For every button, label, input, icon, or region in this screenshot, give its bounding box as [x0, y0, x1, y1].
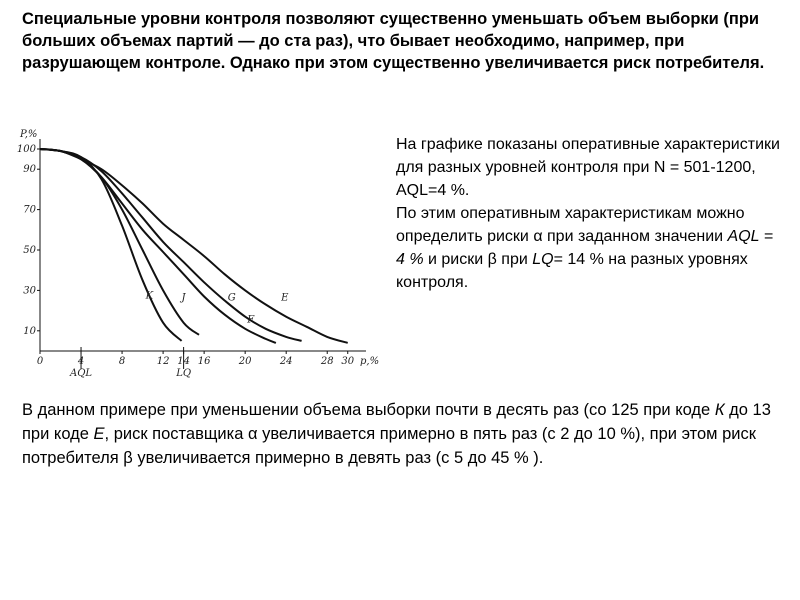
- curve-k: [40, 149, 182, 341]
- curve-label-k: K: [145, 290, 154, 302]
- curve-label-e: E: [281, 292, 289, 304]
- side-paragraph-2a: По этим оперативным характеристикам можно определить риски α при заданном значении: [396, 205, 745, 245]
- conclusion-code-k: К: [714, 401, 725, 419]
- oc-chart: [8, 125, 388, 385]
- curve-f: [40, 149, 302, 341]
- x-tick-label: 28: [320, 356, 334, 367]
- curve-label-g: G: [227, 292, 236, 304]
- x-tick-label: 14: [177, 356, 190, 367]
- x-tick-label: 24: [279, 356, 293, 367]
- side-lq-label: LQ: [532, 251, 554, 268]
- side-paragraph: [396, 133, 781, 294]
- x-tick-label: 4: [77, 356, 85, 367]
- conclusion-a: В данном примере при уменьшении объема выборки почти в десять раз (со 125 при коде: [22, 401, 715, 419]
- conclusion-paragraph: [22, 398, 782, 470]
- x-marker-label: LQ: [176, 368, 192, 379]
- curve-label-j: J: [181, 292, 186, 304]
- chart-curves: [40, 149, 348, 343]
- conclusion-b: до 13 при коде: [22, 401, 771, 443]
- curve-label-f: F: [247, 314, 255, 326]
- chart-ticks: [17, 144, 355, 379]
- x-tick-label: 20: [238, 356, 252, 367]
- x-marker-label: AQL: [70, 368, 93, 379]
- y-tick-label: 90: [23, 164, 36, 176]
- intro-paragraph: Специальные уровни контроля позволяют существенно уменьшать объем выборки (при больших объемах партий — до ста раз), что бывает необходимо, например, при разрушающем контроле. Однако при этом существенно увеличивается риск потребителя.: [22, 10, 765, 72]
- curve-e: [40, 149, 348, 343]
- x-tick-label: 0: [36, 356, 44, 367]
- curve-j: [40, 149, 199, 335]
- x-tick-label: 16: [197, 356, 211, 367]
- y-tick-label: 50: [23, 245, 36, 256]
- x-tick-label: 8: [118, 356, 126, 367]
- x-axis-title: p,%: [360, 356, 380, 367]
- side-paragraph-1: На графике показаны оперативные характеристики для разных уровней контроля при N = 501-1200, AQL=4 %.: [396, 136, 780, 199]
- y-tick-label: 70: [23, 204, 36, 216]
- side-paragraph-2b: и риски β при: [423, 251, 533, 268]
- conclusion-code-e: Е: [93, 425, 105, 443]
- y-tick-label: 30: [23, 285, 36, 297]
- side-paragraph-2c: = 14 % на разных уровнях контроля.: [396, 251, 748, 291]
- chart-axes: [16, 129, 380, 367]
- side-aql-value: AQL = 4 %: [396, 228, 774, 268]
- x-tick-label: 12: [156, 356, 170, 367]
- y-axis-title: P,%: [20, 129, 38, 140]
- y-tick-label: 100: [16, 144, 36, 155]
- x-tick-label: 30: [341, 356, 355, 367]
- conclusion-c: , риск поставщика α увеличивается примерно в пять раз (с 2 до 10 %), при этом риск потребителя β увеличивается примерно в девять раз (с 5 до 45 % ).: [22, 425, 756, 467]
- y-tick-label: 10: [23, 325, 36, 337]
